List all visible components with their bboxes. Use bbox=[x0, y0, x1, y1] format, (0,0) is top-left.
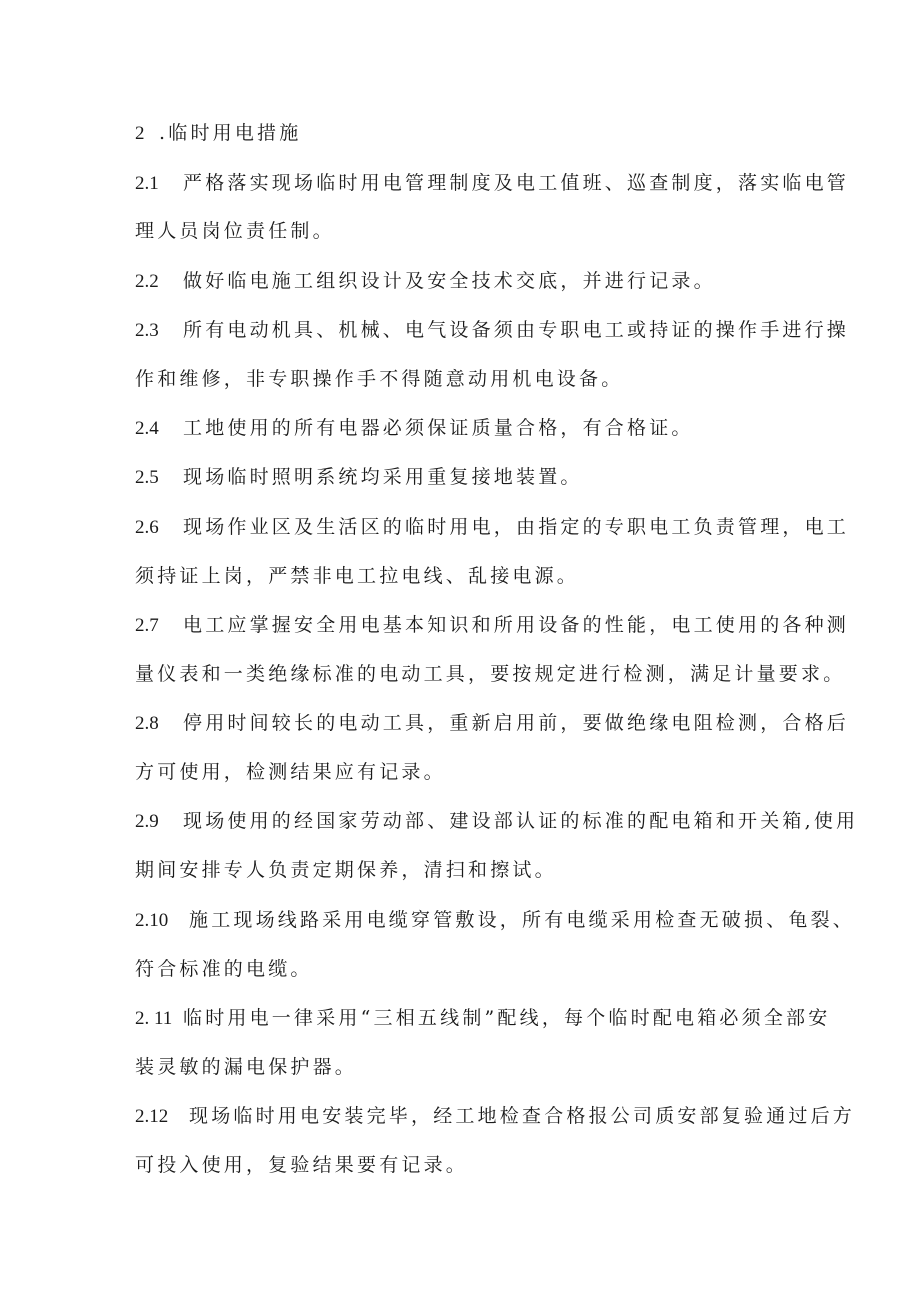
paragraph-line bbox=[135, 366, 623, 392]
paragraph-line bbox=[135, 612, 849, 639]
paragraph-text: 装灵敏的漏电保护器。 bbox=[135, 1056, 358, 1078]
section-title bbox=[135, 120, 301, 147]
paragraph-text: 期间安排专人负责定期保养，清扫和擦试。 bbox=[135, 859, 557, 881]
paragraph-line bbox=[135, 857, 557, 883]
paragraph-line bbox=[135, 514, 849, 541]
paragraph-line bbox=[135, 1103, 855, 1130]
item-number: 2.5 bbox=[135, 467, 159, 488]
paragraph-text: 电工应掌握安全用电基本知识和所用设备的性能，电工使用的各种测 bbox=[183, 614, 850, 636]
paragraph-text: 临时用电一律采用“三相五线制”配线，每个临时配电箱必须全部安 bbox=[183, 1007, 831, 1029]
item-number: 2.2 bbox=[135, 271, 159, 292]
item-number: 2.6 bbox=[135, 517, 159, 538]
paragraph-line bbox=[135, 317, 849, 344]
paragraph-line bbox=[135, 268, 716, 295]
item-number: 2.4 bbox=[135, 418, 159, 439]
paragraph-text: 现场临时照明系统均采用重复接地装置。 bbox=[183, 466, 583, 488]
paragraph-line bbox=[135, 808, 858, 835]
item-number: 2.8 bbox=[135, 713, 159, 734]
paragraph-line bbox=[135, 907, 855, 934]
paragraph-text: 停用时间较长的电动工具，重新启用前，要做绝缘电阻检测，合格后 bbox=[183, 712, 850, 734]
paragraph-text: 严格落实现场临时用电管理制度及电工值班、巡查制度，落实临电管 bbox=[183, 172, 850, 194]
paragraph-line bbox=[135, 956, 313, 982]
paragraph-text: 量仪表和一类绝缘标准的电动工具，要按规定进行检测，满足计量要求。 bbox=[135, 663, 846, 685]
paragraph-line bbox=[135, 218, 335, 244]
paragraph-line bbox=[135, 661, 845, 687]
item-number: 2.3 bbox=[135, 320, 159, 341]
section-title-text: .临时用电措施 bbox=[159, 122, 302, 144]
paragraph-text: 现场作业区及生活区的临时用电，由指定的专职电工负责管理，电工 bbox=[183, 516, 850, 538]
paragraph-text: 符合标准的电缆。 bbox=[135, 958, 313, 980]
item-number: 2.12 bbox=[135, 1106, 169, 1127]
item-number: 2.1 bbox=[135, 173, 159, 194]
paragraph-text: 方可使用，检测结果应有记录。 bbox=[135, 761, 446, 783]
section-number: 2 bbox=[135, 123, 145, 144]
item-number: 2.9 bbox=[135, 811, 159, 832]
paragraph-text: 做好临电施工组织设计及安全技术交底，并进行记录。 bbox=[183, 270, 716, 292]
item-number: 2.10 bbox=[135, 910, 169, 931]
paragraph-text: 理人员岗位责任制。 bbox=[135, 220, 335, 242]
item-number: 2. 11 bbox=[135, 1008, 173, 1029]
item-number: 2.7 bbox=[135, 615, 159, 636]
paragraph-text: 施工现场线路采用电缆穿管敷设，所有电缆采用检查无破损、龟裂、 bbox=[189, 909, 856, 931]
paragraph-text: 现场临时用电安装完毕，经工地检查合格报公司质安部复验通过后方 bbox=[189, 1105, 856, 1127]
paragraph-line bbox=[135, 1005, 830, 1032]
paragraph-line bbox=[135, 464, 583, 491]
paragraph-text: 所有电动机具、机械、电气设备须由专职电工或持证的操作手进行操 bbox=[183, 319, 850, 341]
paragraph-line bbox=[135, 759, 446, 785]
paragraph-line bbox=[135, 170, 849, 197]
paragraph-line bbox=[135, 710, 849, 737]
paragraph-text: 工地使用的所有电器必须保证质量合格，有合格证。 bbox=[183, 417, 694, 439]
paragraph-line bbox=[135, 1054, 357, 1080]
paragraph-text: 可投入使用，复验结果要有记录。 bbox=[135, 1154, 469, 1176]
paragraph-text: 作和维修，非专职操作手不得随意动用机电设备。 bbox=[135, 368, 624, 390]
paragraph-text: 现场使用的经国家劳动部、建设部认证的标准的配电箱和开关箱,使用 bbox=[183, 810, 859, 832]
paragraph-line bbox=[135, 415, 694, 442]
paragraph-line bbox=[135, 1152, 468, 1178]
paragraph-text: 须持证上岗，严禁非电工拉电线、乱接电源。 bbox=[135, 565, 580, 587]
paragraph-line bbox=[135, 563, 579, 589]
